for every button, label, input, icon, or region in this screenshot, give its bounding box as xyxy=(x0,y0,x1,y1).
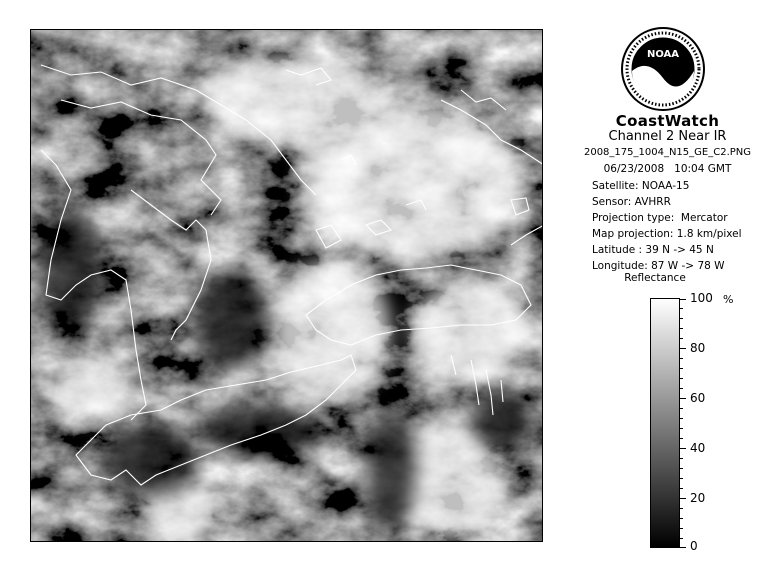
latitude-label: Latitude : 39 N -> 45 N xyxy=(592,244,714,256)
colorbar-minor-tick xyxy=(680,418,683,419)
colorbar-minor-tick xyxy=(680,478,683,479)
colorbar-minor-tick xyxy=(680,328,683,329)
colorbar-tick-mark xyxy=(680,299,686,300)
colorbar-tick-label: 100 xyxy=(690,291,713,305)
colorbar-tick-label: 0 xyxy=(690,539,698,553)
colorbar-tick-mark xyxy=(680,448,686,449)
colorbar-minor-tick xyxy=(680,538,683,539)
colorbar-unit: % xyxy=(723,293,734,306)
colorbar-minor-tick xyxy=(680,508,683,509)
colorbar-minor-tick xyxy=(680,468,683,469)
cloud-imagery xyxy=(31,30,543,542)
colorbar-tick-label: 80 xyxy=(690,341,706,355)
noaa-logo-text: NOAA xyxy=(646,49,680,60)
colorbar-minor-tick xyxy=(680,528,683,529)
colorbar-title: Reflectance xyxy=(624,272,686,284)
reflectance-colorbar xyxy=(650,298,680,548)
colorbar-minor-tick xyxy=(680,308,683,309)
colorbar-minor-tick xyxy=(680,358,683,359)
colorbar-minor-tick xyxy=(680,458,683,459)
satellite-label: Satellite: NOAA-15 xyxy=(592,180,690,192)
colorbar-minor-tick xyxy=(680,428,683,429)
colorbar-minor-tick xyxy=(680,488,683,489)
colorbar-minor-tick xyxy=(680,318,683,319)
colorbar-minor-tick xyxy=(680,388,683,389)
colorbar-tick-label: 40 xyxy=(690,441,706,455)
colorbar-tick-label: 60 xyxy=(690,391,706,405)
longitude-label: Longitude: 87 W -> 78 W xyxy=(592,260,725,272)
datetime-label: 06/23/2008 10:04 GMT xyxy=(603,163,732,175)
projection-type-label: Projection type: Mercator xyxy=(592,212,728,224)
colorbar-tick-mark xyxy=(680,547,686,548)
colorbar-tick-mark xyxy=(680,398,686,399)
colorbar-minor-tick xyxy=(680,368,683,369)
colorbar-minor-tick xyxy=(680,378,683,379)
channel-label: Channel 2 Near IR xyxy=(608,129,727,144)
sensor-label: Sensor: AVHRR xyxy=(592,196,671,208)
satellite-image xyxy=(30,29,543,542)
map-projection-label: Map projection: 1.8 km/pixel xyxy=(592,228,742,240)
colorbar-tick-mark xyxy=(680,348,686,349)
colorbar-minor-tick xyxy=(680,338,683,339)
colorbar-minor-tick xyxy=(680,408,683,409)
colorbar-tick-label: 20 xyxy=(690,491,706,505)
colorbar-tick-mark xyxy=(680,498,686,499)
product-title: CoastWatch xyxy=(615,112,720,130)
colorbar-minor-tick xyxy=(680,518,683,519)
filename-label: 2008_175_1004_N15_GE_C2.PNG xyxy=(583,147,752,158)
colorbar-minor-tick xyxy=(680,438,683,439)
noaa-seal-icon xyxy=(620,26,706,112)
